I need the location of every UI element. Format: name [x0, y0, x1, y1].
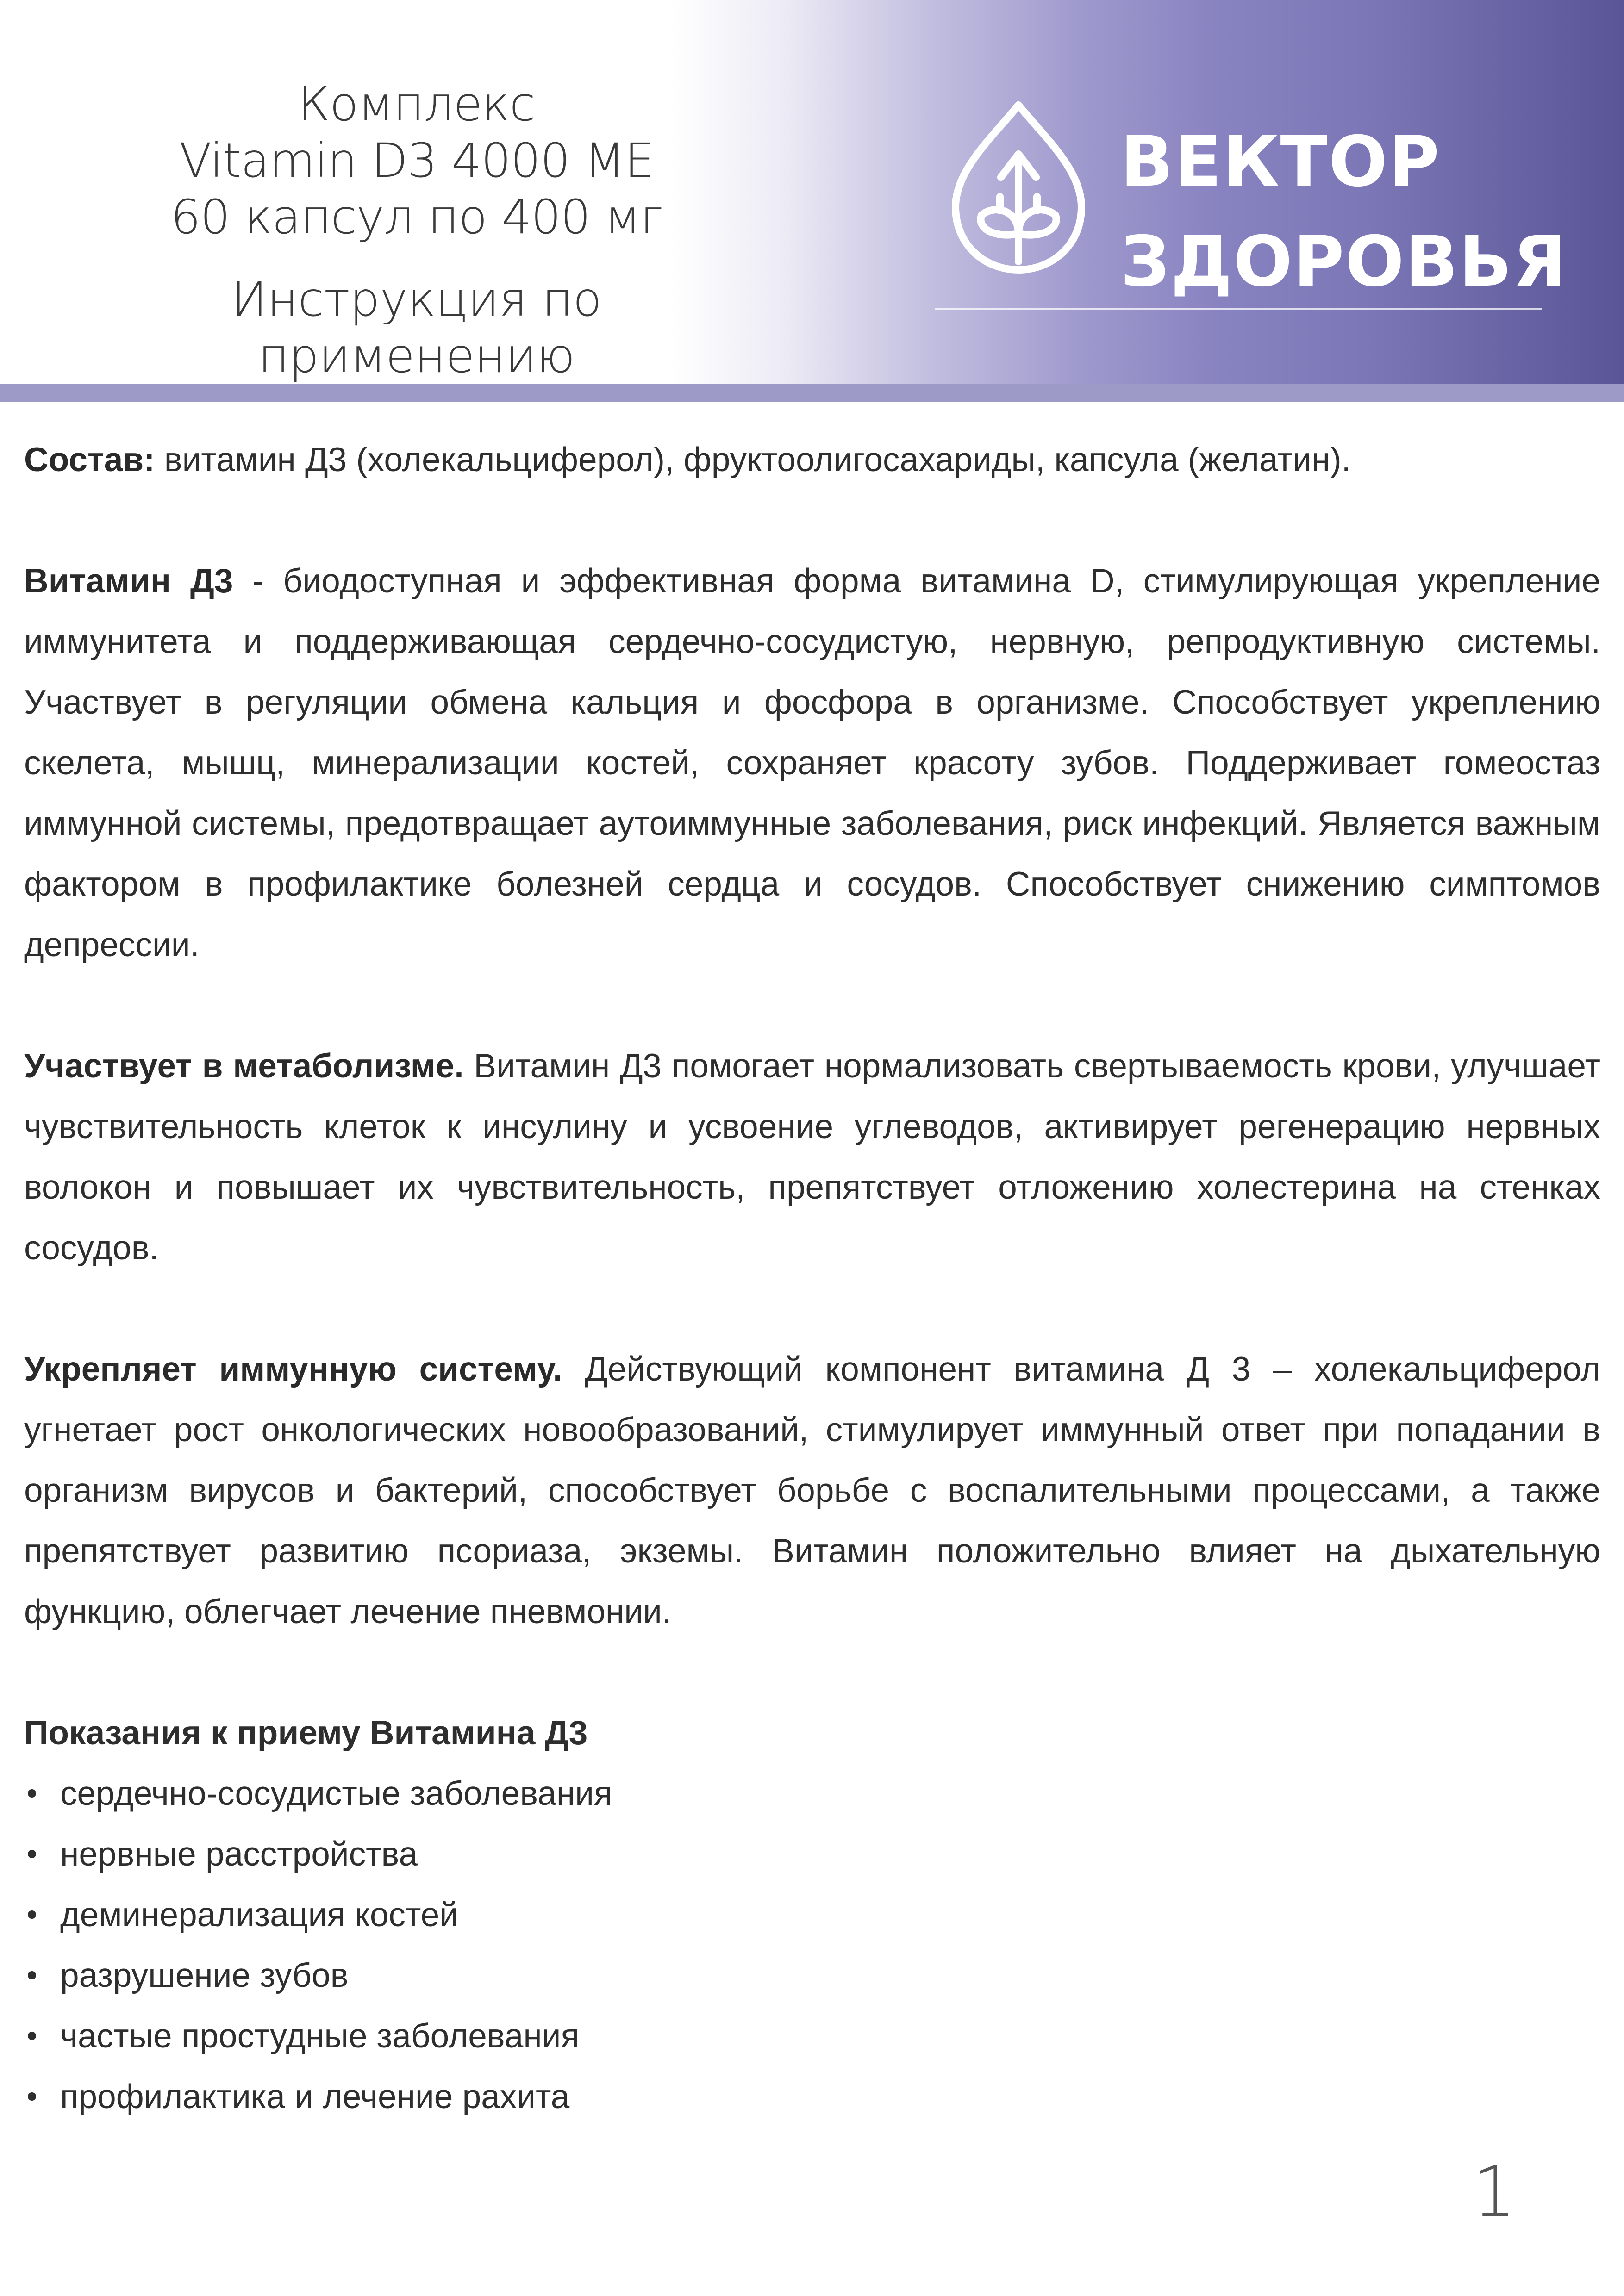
- brand-name: [1120, 122, 1568, 302]
- list-item: сердечно-сосудистые заболевания: [24, 1763, 1600, 1824]
- product-title: [93, 76, 741, 385]
- list-item: частые простудные заболевания: [24, 2006, 1600, 2066]
- title-line-1: Комплекс: [298, 77, 535, 132]
- immunity-paragraph: [24, 1339, 1600, 1642]
- composition-text: витамин Д3 (холекальциферол), фруктоолигосахариды, капсула (желатин).: [155, 441, 1351, 479]
- list-item: нервные расстройства: [24, 1824, 1600, 1885]
- instruction-subtitle: Инструкция по применению: [231, 272, 602, 384]
- immunity-label: Укрепляет иммунную систему.: [24, 1350, 562, 1388]
- vitamin-d3-paragraph: [24, 551, 1600, 975]
- title-line-2: Vitamin D3 4000 МЕ: [179, 133, 654, 188]
- instruction-body: [24, 429, 1600, 2127]
- indications-title: Показания к приему Витамина Д3: [24, 1714, 588, 1752]
- brand-line-1: ВЕКТОР: [1120, 122, 1441, 202]
- list-item: деминерализация костей: [24, 1885, 1600, 1945]
- drop-sprout-icon: [944, 100, 1093, 275]
- vitamin-d3-label: Витамин Д3: [24, 562, 233, 600]
- brand-divider: [935, 308, 1542, 310]
- header-banner: [0, 0, 1624, 384]
- metabolism-label: Участвует в метаболизме.: [24, 1047, 464, 1085]
- metabolism-paragraph: [24, 1036, 1600, 1278]
- immunity-text: Действующий компонент витамина Д 3 – холекальциферол угнетает рост онкологических новообразований, стимулирует иммунный ответ при попадании в организм вирусов и бактерий, способствует борьбе с воспалительными процессами, а также препятствует развитию псориаза, экземы. Витамин положительно влияет на дыхательную функцию, облегчает лечение пневмонии.: [24, 1350, 1600, 1630]
- composition-paragraph: [24, 429, 1600, 490]
- metabolism-text: Витамин Д3 помогает нормализовать свертываемость крови, улучшает чувствительность клеток к инсулину и усвоение углеводов, активирует регенерацию нервных волокон и повышает их чувствительность, препятствует отложению холестерина на стенках сосудов.: [24, 1047, 1601, 1267]
- indications-list: [24, 1763, 1600, 2127]
- vitamin-d3-text: - биодоступная и эффективная форма витамина D, стимулирующая укрепление иммунитета и поддерживающая сердечно-сосудистую, нервную, репродуктивную системы. Участвует в регуляции обмена кальция и фосфора в организме. Способствует укреплению скелета, мышц, минерализации костей, сохраняет красоту зубов. Поддерживает гомеостаз иммунной системы, предотвращает аутоиммунные заболевания, риск инфекций. Является важным фактором в профилактике болезней сердца и сосудов. Способствует снижению симптомов депрессии.: [24, 562, 1600, 964]
- list-item: разрушение зубов: [24, 1945, 1600, 2006]
- list-item: профилактика и лечение рахита: [24, 2066, 1600, 2127]
- header-band: [0, 384, 1624, 402]
- title-line-3: 60 капсул по 400 мг: [170, 190, 663, 245]
- brand-line-2: ЗДОРОВЬЯ: [1120, 222, 1568, 302]
- page-number: 1: [1472, 2152, 1517, 2233]
- composition-label: Состав:: [24, 441, 155, 479]
